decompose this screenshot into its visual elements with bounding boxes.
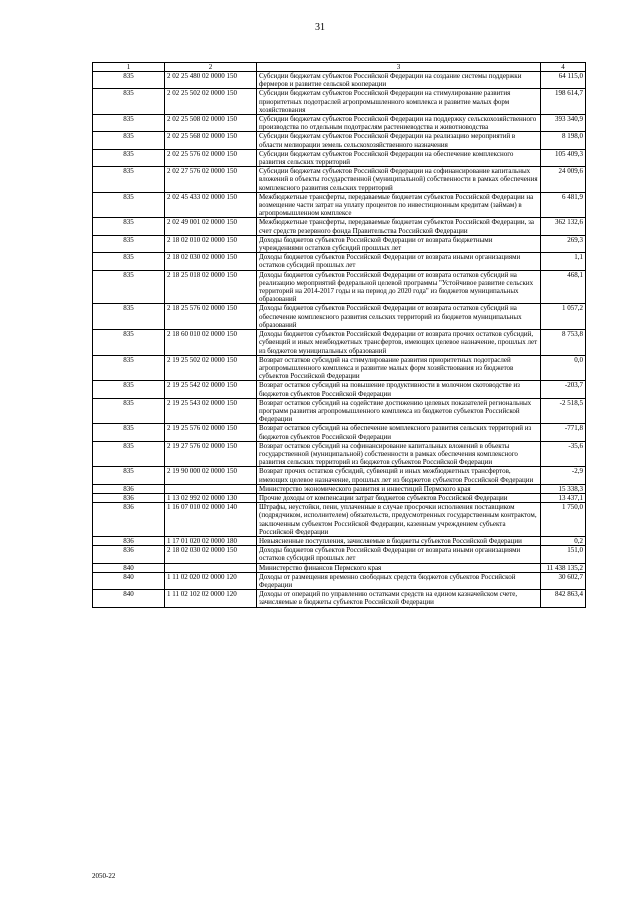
admin-code-cell: 835 xyxy=(93,167,165,193)
table-row xyxy=(93,546,586,563)
column-header-4: 4 xyxy=(541,63,586,72)
revenue-code-cell: 2 19 25 543 02 0000 150 xyxy=(165,398,257,424)
admin-code-cell: 836 xyxy=(93,493,165,502)
admin-code-cell: 840 xyxy=(93,590,165,607)
revenue-code-cell: 1 11 02 020 02 0000 120 xyxy=(165,572,257,589)
description-cell: Доходы от размещения временно свободных средств бюджетов субъектов Российской Федерации xyxy=(257,572,541,589)
admin-code-cell: 835 xyxy=(93,218,165,235)
amount-cell: -2,9 xyxy=(541,467,586,484)
footer-code: 2050-22 xyxy=(92,872,116,880)
table-row xyxy=(93,218,586,235)
table-row xyxy=(93,590,586,607)
admin-code-cell: 835 xyxy=(93,424,165,441)
revenue-code-cell: 2 02 25 508 02 0000 150 xyxy=(165,115,257,132)
amount-cell: 11 438 135,2 xyxy=(541,563,586,572)
description-cell: Субсидии бюджетам субъектов Российской Федерации на софинансирование капитальных вложений в объекты государственной (муниципальной) собственности в рамках обеспечения комплексного развития сельских территорий xyxy=(257,167,541,193)
description-cell: Министерство финансов Пермского края xyxy=(257,563,541,572)
admin-code-cell: 836 xyxy=(93,503,165,537)
table-row xyxy=(93,484,586,493)
revenue-code-cell: 1 11 02 102 02 0000 120 xyxy=(165,590,257,607)
description-cell: Возврат прочих остатков субсидий, субвенций и иных межбюджетных трансфертов, имеющих целевое назначение, прошлых лет из бюджетов субъектов Российской Федерации xyxy=(257,467,541,484)
amount-cell: 15 338,3 xyxy=(541,484,586,493)
admin-code-cell: 835 xyxy=(93,467,165,484)
revenue-code-cell: 1 13 02 992 02 0000 130 xyxy=(165,493,257,502)
description-cell: Штрафы, неустойки, пени, уплаченные в случае просрочки исполнения поставщиком (подрядчиком, исполнителем) обязательств, предусмотренных государственным контрактом, заключенным субъектом Российской Федерации, казенным учреждением субъекта Российской Федерации xyxy=(257,503,541,537)
revenue-code-cell: 2 02 49 001 02 0000 150 xyxy=(165,218,257,235)
column-header-2: 2 xyxy=(165,63,257,72)
amount-cell: 30 602,7 xyxy=(541,572,586,589)
table-row xyxy=(93,330,586,356)
table-row xyxy=(93,132,586,149)
amount-cell: 362 132,6 xyxy=(541,218,586,235)
amount-cell: 13 437,1 xyxy=(541,493,586,502)
description-cell: Доходы бюджетов субъектов Российской Федерации от возврата прочих остатков субсидий, субвенций и иных межбюджетных трансфертов, имеющих целевое назначение, прошлых лет из бюджетов муниципальных образований xyxy=(257,330,541,356)
description-cell: Доходы бюджетов субъектов Российской Федерации от возврата остатков субсидий на реализацию мероприятий федеральной целевой программы "Устойчивое развитие сельских территорий на 2014-2017 годы и на период до 2020 года" из бюджетов муниципальных образований xyxy=(257,270,541,304)
amount-cell: 1 057,2 xyxy=(541,304,586,330)
revenue-code-cell: 2 19 25 576 02 0000 150 xyxy=(165,424,257,441)
admin-code-cell: 836 xyxy=(93,536,165,545)
admin-code-cell: 835 xyxy=(93,192,165,218)
admin-code-cell: 835 xyxy=(93,72,165,89)
page-number: 31 xyxy=(315,22,325,33)
table-row xyxy=(93,253,586,270)
description-cell: Возврат остатков субсидий на содействие достижению целевых показателей региональных программ развития агропромышленного комплекса из бюджетов субъектов Российской Федерации xyxy=(257,398,541,424)
table-row xyxy=(93,398,586,424)
amount-cell: 151,0 xyxy=(541,546,586,563)
revenue-code-cell xyxy=(165,484,257,493)
amount-cell: 8 753,8 xyxy=(541,330,586,356)
table-row xyxy=(93,503,586,537)
amount-cell: 8 198,0 xyxy=(541,132,586,149)
description-cell: Доходы от операций по управлению остатками средств на едином казначейском счете, зачисляемые в бюджеты субъектов Российской Федерации xyxy=(257,590,541,607)
table-row xyxy=(93,72,586,89)
description-cell: Министерство экономического развития и инвестиций Пермского края xyxy=(257,484,541,493)
revenue-code-cell: 1 16 07 010 02 0000 140 xyxy=(165,503,257,537)
table-row xyxy=(93,115,586,132)
admin-code-cell: 835 xyxy=(93,149,165,166)
table-row xyxy=(93,167,586,193)
revenue-code-cell: 2 02 25 568 02 0000 150 xyxy=(165,132,257,149)
revenue-code-cell: 2 02 25 502 02 0000 150 xyxy=(165,89,257,115)
description-cell: Возврат остатков субсидий на стимулирование развития приоритетных подотраслей агропромышленного комплекса и развитие малых форм хозяйствования из бюджетов субъектов Российской Федерации xyxy=(257,355,541,381)
revenue-code-cell: 2 02 25 480 02 0000 150 xyxy=(165,72,257,89)
admin-code-cell: 835 xyxy=(93,304,165,330)
description-cell: Доходы бюджетов субъектов Российской Федерации от возврата бюджетными учреждениями остатков субсидий прошлых лет xyxy=(257,235,541,252)
admin-code-cell: 835 xyxy=(93,381,165,398)
description-cell: Прочие доходы от компенсации затрат бюджетов субъектов Российской Федерации xyxy=(257,493,541,502)
revenue-code-cell: 2 18 25 018 02 0000 150 xyxy=(165,270,257,304)
revenue-code-cell: 2 02 25 576 02 0000 150 xyxy=(165,149,257,166)
amount-cell: -35,6 xyxy=(541,441,586,467)
revenue-table xyxy=(92,62,586,608)
table-row xyxy=(93,467,586,484)
table-body xyxy=(93,72,586,608)
admin-code-cell: 840 xyxy=(93,572,165,589)
revenue-code-cell: 2 19 90 000 02 0000 150 xyxy=(165,467,257,484)
table-row xyxy=(93,270,586,304)
table-row xyxy=(93,355,586,381)
admin-code-cell: 840 xyxy=(93,563,165,572)
revenue-code-cell: 2 18 02 010 02 0000 150 xyxy=(165,235,257,252)
admin-code-cell: 836 xyxy=(93,546,165,563)
admin-code-cell: 835 xyxy=(93,398,165,424)
revenue-code-cell: 2 19 27 576 02 0000 150 xyxy=(165,441,257,467)
table-row xyxy=(93,89,586,115)
amount-cell: 0,0 xyxy=(541,355,586,381)
amount-cell: 6 481,9 xyxy=(541,192,586,218)
admin-code-cell: 835 xyxy=(93,253,165,270)
table-row xyxy=(93,235,586,252)
amount-cell: 842 863,4 xyxy=(541,590,586,607)
column-header-3: 3 xyxy=(257,63,541,72)
table-row xyxy=(93,563,586,572)
description-cell: Доходы бюджетов субъектов Российской Федерации от возврата остатков субсидий на обеспечение комплексного развития сельских территорий из бюджетов муниципальных образований xyxy=(257,304,541,330)
description-cell: Возврат остатков субсидий на обеспечение комплексного развития сельских территорий из бюджетов субъектов Российской Федерации xyxy=(257,424,541,441)
admin-code-cell: 835 xyxy=(93,235,165,252)
table-row xyxy=(93,424,586,441)
admin-code-cell: 835 xyxy=(93,270,165,304)
amount-cell: 105 409,3 xyxy=(541,149,586,166)
description-cell: Возврат остатков субсидий на повышение продуктивности в молочном скотоводстве из бюджетов субъектов Российской Федерации xyxy=(257,381,541,398)
revenue-code-cell: 1 17 01 020 02 0000 180 xyxy=(165,536,257,545)
description-cell: Доходы бюджетов субъектов Российской Федерации от возврата иными организациями остатков субсидий прошлых лет xyxy=(257,253,541,270)
description-cell: Межбюджетные трансферты, передаваемые бюджетам субъектов Российской Федерации, за счет средств резервного фонда Правительства Российской Федерации xyxy=(257,218,541,235)
table-row xyxy=(93,572,586,589)
column-header-1: 1 xyxy=(93,63,165,72)
table-row xyxy=(93,381,586,398)
amount-cell: -771,8 xyxy=(541,424,586,441)
revenue-code-cell: 2 18 60 010 02 0000 150 xyxy=(165,330,257,356)
admin-code-cell: 835 xyxy=(93,441,165,467)
revenue-code-cell: 2 19 25 542 02 0000 150 xyxy=(165,381,257,398)
description-cell: Субсидии бюджетам субъектов Российской Федерации на реализацию мероприятий в области мелиорации земель сельскохозяйственного назначения xyxy=(257,132,541,149)
amount-cell: 0,2 xyxy=(541,536,586,545)
admin-code-cell: 835 xyxy=(93,132,165,149)
revenue-code-cell: 2 19 25 502 02 0000 150 xyxy=(165,355,257,381)
amount-cell: 1,1 xyxy=(541,253,586,270)
table-row xyxy=(93,149,586,166)
table-row xyxy=(93,536,586,545)
description-cell: Межбюджетные трансферты, передаваемые бюджетам субъектов Российской Федерации на возмещение части затрат на уплату процентов по инвестиционным кредитам (займам) в агропромышленном комплексе xyxy=(257,192,541,218)
revenue-code-cell: 2 18 02 030 02 0000 150 xyxy=(165,546,257,563)
table-header-row xyxy=(93,63,586,72)
description-cell: Субсидии бюджетам субъектов Российской Федерации на поддержку сельскохозяйственного производства по отдельным подотраслям растениеводства и животноводства xyxy=(257,115,541,132)
description-cell: Невыясненные поступления, зачисляемые в бюджеты субъектов Российской Федерации xyxy=(257,536,541,545)
amount-cell: 24 009,6 xyxy=(541,167,586,193)
description-cell: Субсидии бюджетам субъектов Российской Федерации на обеспечение комплексного развития сельских территорий xyxy=(257,149,541,166)
admin-code-cell: 835 xyxy=(93,89,165,115)
admin-code-cell: 835 xyxy=(93,115,165,132)
admin-code-cell: 836 xyxy=(93,484,165,493)
amount-cell: 393 340,9 xyxy=(541,115,586,132)
amount-cell: 269,3 xyxy=(541,235,586,252)
table-row xyxy=(93,304,586,330)
description-cell: Возврат остатков субсидий на софинансирование капитальных вложений в объекты государственной (муниципальной) собственности в рамках обеспечения комплексного развития сельских территорий из бюджетов субъектов Российской Федерации xyxy=(257,441,541,467)
amount-cell: 64 115,0 xyxy=(541,72,586,89)
table-row xyxy=(93,192,586,218)
revenue-code-cell xyxy=(165,563,257,572)
table-row xyxy=(93,493,586,502)
amount-cell: 198 614,7 xyxy=(541,89,586,115)
revenue-code-cell: 2 02 45 433 02 0000 150 xyxy=(165,192,257,218)
amount-cell: 468,1 xyxy=(541,270,586,304)
description-cell: Субсидии бюджетам субъектов Российской Федерации на стимулирование развития приоритетных подотраслей агропромышленного комплекса и развитие малых форм хозяйствования xyxy=(257,89,541,115)
description-cell: Субсидии бюджетам субъектов Российской Федерации на создание системы поддержки фермеров и развитие сельской кооперации xyxy=(257,72,541,89)
revenue-code-cell: 2 18 02 030 02 0000 150 xyxy=(165,253,257,270)
admin-code-cell: 835 xyxy=(93,330,165,356)
table-row xyxy=(93,441,586,467)
revenue-code-cell: 2 18 25 576 02 0000 150 xyxy=(165,304,257,330)
revenue-code-cell: 2 02 27 576 02 0000 150 xyxy=(165,167,257,193)
amount-cell: -2 518,5 xyxy=(541,398,586,424)
amount-cell: 1 750,0 xyxy=(541,503,586,537)
description-cell: Доходы бюджетов субъектов Российской Федерации от возврата иными организациями остатков субсидий прошлых лет xyxy=(257,546,541,563)
amount-cell: -203,7 xyxy=(541,381,586,398)
admin-code-cell: 835 xyxy=(93,355,165,381)
